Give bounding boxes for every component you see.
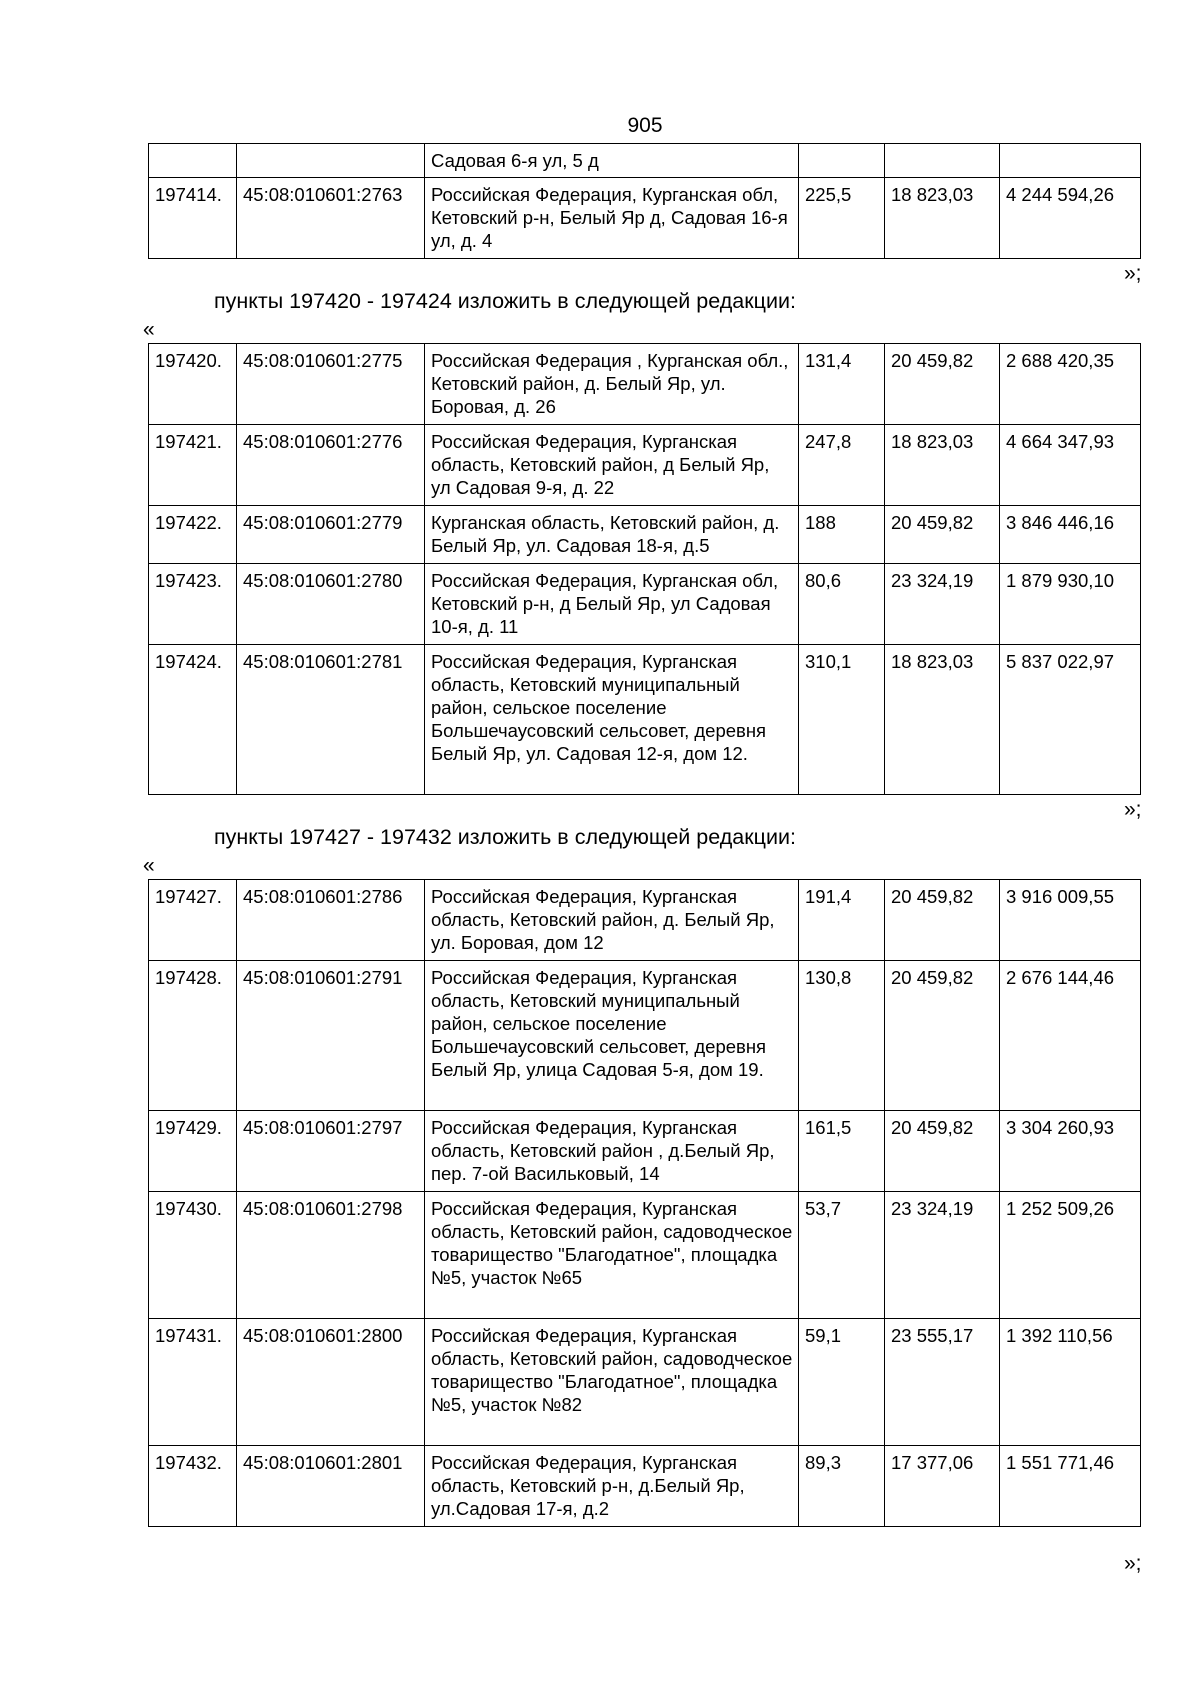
cell-cadastral-number: 45:08:010601:2775	[237, 344, 425, 425]
cell-area: 310,1	[799, 645, 885, 795]
table-row	[149, 1192, 1141, 1319]
cell-number: 197414.	[149, 178, 237, 259]
cell-cadastral-number: 45:08:010601:2763	[237, 178, 425, 259]
cell-area: 59,1	[799, 1319, 885, 1446]
cell-rate: 18 823,03	[885, 645, 1000, 795]
cell-area: 191,4	[799, 880, 885, 961]
cell-address: Российская Федерация, Курганская область, Кетовский р-н, д.Белый Яр, ул.Садовая 17-я, д.2	[425, 1446, 799, 1527]
opening-quote: «	[143, 854, 155, 877]
cell-address: Российская Федерация, Курганская область, Кетовский муниципальный район, сельское поселение Большечаусовский сельсовет, деревня Белый Яр, улица Садовая 5-я, дом 19.	[425, 961, 799, 1111]
cell-number: 197420.	[149, 344, 237, 425]
cell-cadastral-number: 45:08:010601:2779	[237, 506, 425, 564]
cell-area: 188	[799, 506, 885, 564]
cell-number: 197423.	[149, 564, 237, 645]
cell-cadastral-number: 45:08:010601:2801	[237, 1446, 425, 1527]
table-row	[149, 344, 1141, 425]
table-row	[149, 1319, 1141, 1446]
table-section-1	[148, 343, 1141, 795]
cell-rate: 20 459,82	[885, 506, 1000, 564]
section-heading: пункты 197427 - 197432 изложить в следующей редакции:	[214, 825, 796, 849]
cell-number: 197424.	[149, 645, 237, 795]
cell-number: 197421.	[149, 425, 237, 506]
cell-value	[1000, 144, 1141, 178]
table-row	[149, 880, 1141, 961]
cell-rate: 18 823,03	[885, 425, 1000, 506]
cell-cadastral-number: 45:08:010601:2776	[237, 425, 425, 506]
closing-quote: »;	[1124, 262, 1142, 285]
table-row	[149, 1111, 1141, 1192]
closing-quote: »;	[1124, 1552, 1142, 1575]
cell-cadastral-number: 45:08:010601:2798	[237, 1192, 425, 1319]
cell-value: 2 688 420,35	[1000, 344, 1141, 425]
section-heading: пункты 197420 - 197424 изложить в следующей редакции:	[214, 289, 796, 313]
cell-address: Российская Федерация, Курганская область, Кетовский район, садоводческое товарищество "Благодатное", площадка №5, участок №65	[425, 1192, 799, 1319]
cell-rate: 23 324,19	[885, 1192, 1000, 1319]
closing-quote: »;	[1124, 798, 1142, 821]
cell-value: 3 846 446,16	[1000, 506, 1141, 564]
cell-rate: 20 459,82	[885, 1111, 1000, 1192]
cell-area: 131,4	[799, 344, 885, 425]
cell-area	[799, 144, 885, 178]
table-row	[149, 506, 1141, 564]
cell-cadastral-number: 45:08:010601:2781	[237, 645, 425, 795]
cell-area: 53,7	[799, 1192, 885, 1319]
cell-value: 1 879 930,10	[1000, 564, 1141, 645]
cell-value: 1 392 110,56	[1000, 1319, 1141, 1446]
table-row	[149, 645, 1141, 795]
cell-value: 1 252 509,26	[1000, 1192, 1141, 1319]
cell-address: Российская Федерация , Курганская обл., Кетовский район, д. Белый Яр, ул. Боровая, д. 26	[425, 344, 799, 425]
table-row	[149, 425, 1141, 506]
cell-area: 161,5	[799, 1111, 885, 1192]
cell-number	[149, 144, 237, 178]
cell-rate: 23 555,17	[885, 1319, 1000, 1446]
cell-address: Российская Федерация, Курганская обл, Кетовский р-н, Белый Яр д, Садовая 16-я ул, д. 4	[425, 178, 799, 259]
cell-area: 89,3	[799, 1446, 885, 1527]
cell-number: 197431.	[149, 1319, 237, 1446]
cell-address: Российская Федерация, Курганская обл, Кетовский р-н, д Белый Яр, ул Садовая 10-я, д. 11	[425, 564, 799, 645]
cell-address: Российская Федерация, Курганская область, Кетовский район, д Белый Яр, ул Садовая 9-я, д. 22	[425, 425, 799, 506]
cell-rate: 20 459,82	[885, 344, 1000, 425]
cell-rate: 17 377,06	[885, 1446, 1000, 1527]
cell-address: Курганская область, Кетовский район, д. Белый Яр, ул. Садовая 18-я, д.5	[425, 506, 799, 564]
cell-cadastral-number: 45:08:010601:2791	[237, 961, 425, 1111]
cell-area: 225,5	[799, 178, 885, 259]
cell-rate: 20 459,82	[885, 880, 1000, 961]
cell-rate: 23 324,19	[885, 564, 1000, 645]
table-top-continuation	[148, 143, 1141, 259]
cell-area: 247,8	[799, 425, 885, 506]
cell-number: 197432.	[149, 1446, 237, 1527]
cell-address: Российская Федерация, Курганская область, Кетовский муниципальный район, сельское поселение Большечаусовский сельсовет, деревня Белый Яр, ул. Садовая 12-я, дом 12.	[425, 645, 799, 795]
cell-address: Российская Федерация, Курганская область, Кетовский район , д.Белый Яр, пер. 7-ой Васильковый, 14	[425, 1111, 799, 1192]
cell-number: 197427.	[149, 880, 237, 961]
cell-area: 130,8	[799, 961, 885, 1111]
cell-number: 197428.	[149, 961, 237, 1111]
cell-rate: 18 823,03	[885, 178, 1000, 259]
cell-address: Садовая 6-я ул, 5 д	[425, 144, 799, 178]
cell-value: 4 664 347,93	[1000, 425, 1141, 506]
cell-value: 2 676 144,46	[1000, 961, 1141, 1111]
table-row	[149, 144, 1141, 178]
cell-cadastral-number	[237, 144, 425, 178]
table-row	[149, 1446, 1141, 1527]
cell-address: Российская Федерация, Курганская область, Кетовский район, садоводческое товарищество "Благодатное", площадка №5, участок №82	[425, 1319, 799, 1446]
page-number: 905	[627, 114, 663, 137]
cell-cadastral-number: 45:08:010601:2786	[237, 880, 425, 961]
table-row	[149, 178, 1141, 259]
cell-area: 80,6	[799, 564, 885, 645]
opening-quote: «	[143, 318, 155, 341]
cell-value: 1 551 771,46	[1000, 1446, 1141, 1527]
cell-rate	[885, 144, 1000, 178]
cell-value: 3 304 260,93	[1000, 1111, 1141, 1192]
table-row	[149, 961, 1141, 1111]
table-row	[149, 564, 1141, 645]
cell-number: 197422.	[149, 506, 237, 564]
cell-cadastral-number: 45:08:010601:2780	[237, 564, 425, 645]
cell-address: Российская Федерация, Курганская область, Кетовский район, д. Белый Яр, ул. Боровая, дом 12	[425, 880, 799, 961]
cell-rate: 20 459,82	[885, 961, 1000, 1111]
cell-cadastral-number: 45:08:010601:2797	[237, 1111, 425, 1192]
table-section-2	[148, 879, 1141, 1527]
cell-cadastral-number: 45:08:010601:2800	[237, 1319, 425, 1446]
cell-value: 4 244 594,26	[1000, 178, 1141, 259]
cell-value: 5 837 022,97	[1000, 645, 1141, 795]
cell-number: 197429.	[149, 1111, 237, 1192]
cell-value: 3 916 009,55	[1000, 880, 1141, 961]
cell-number: 197430.	[149, 1192, 237, 1319]
